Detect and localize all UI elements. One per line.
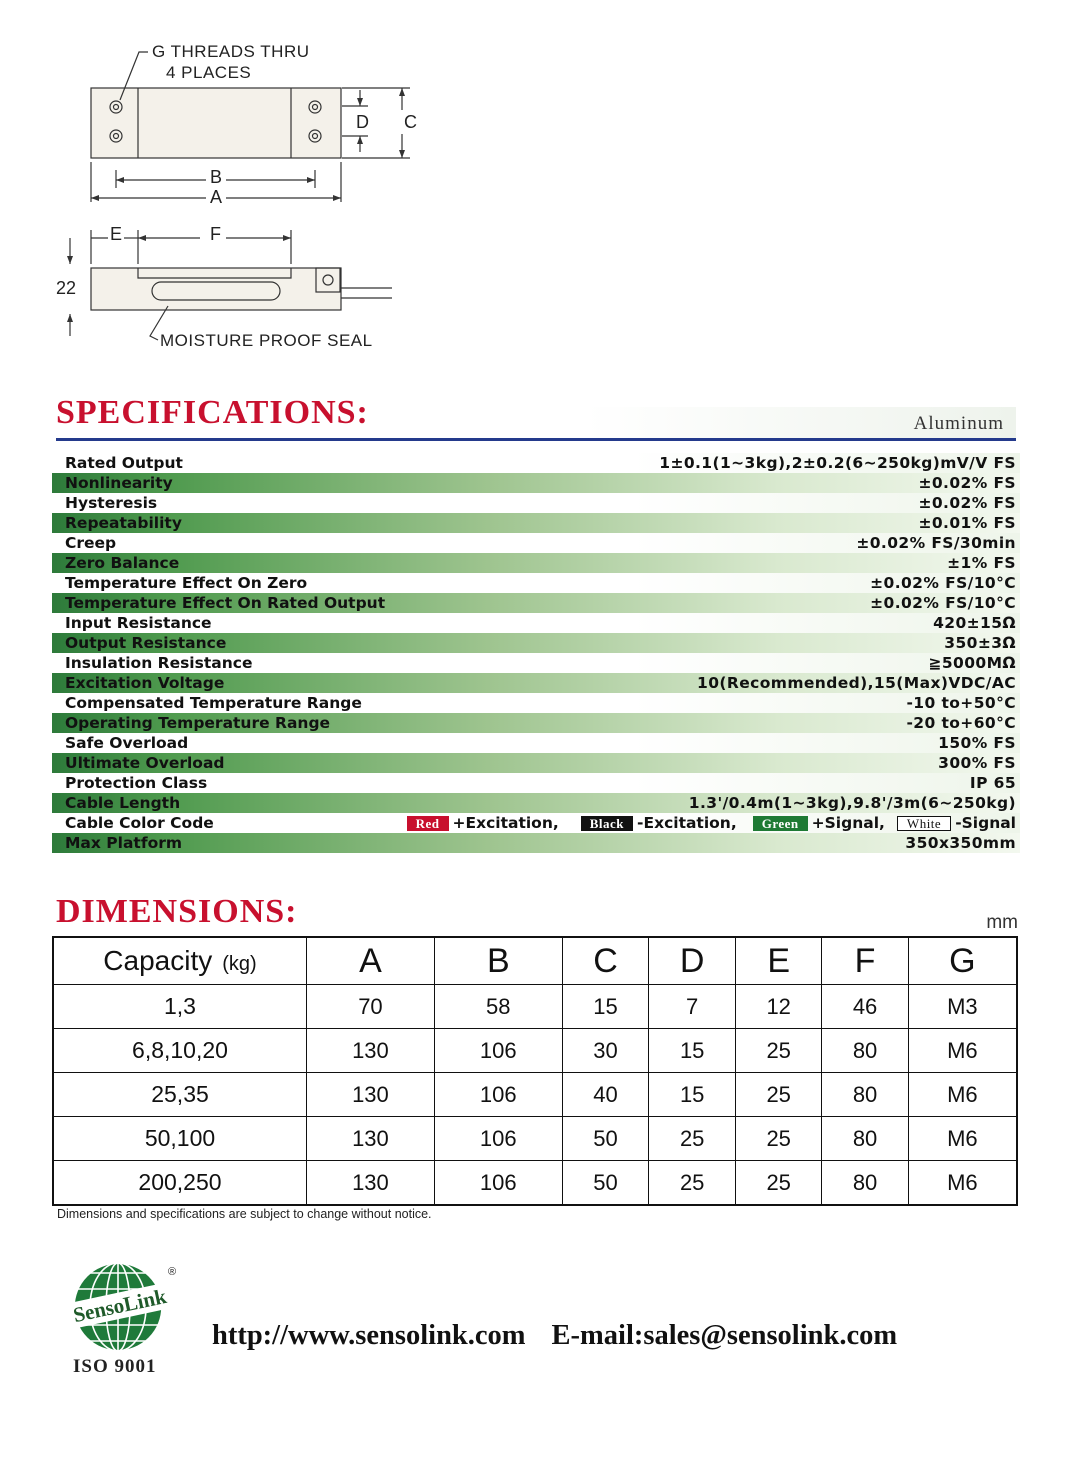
table-cell: 50,100 — [53, 1117, 307, 1161]
table-cell: 106 — [434, 1117, 562, 1161]
spec-value: 350±3Ω — [944, 634, 1016, 652]
column-header: G — [908, 937, 1017, 985]
load-cell-drawing — [40, 30, 460, 360]
column-header: F — [822, 937, 908, 985]
table-cell: 80 — [822, 1161, 908, 1206]
table-cell: 25 — [736, 1029, 822, 1073]
table-row — [53, 985, 1017, 1029]
spec-row — [52, 653, 1020, 673]
spec-label: Output Resistance — [65, 634, 227, 652]
table-cell: 106 — [434, 1029, 562, 1073]
spec-value: ±0.02% FS — [918, 474, 1016, 492]
spec-label: Hysteresis — [65, 494, 158, 512]
capacity-header-label: Capacity — [103, 945, 213, 976]
registered-mark: ® — [168, 1266, 177, 1278]
table-cell: 106 — [434, 1161, 562, 1206]
spec-label: Max Platform — [65, 834, 183, 852]
spec-label: Repeatability — [65, 514, 182, 532]
table-cell: M3 — [908, 985, 1017, 1029]
spec-label: Ultimate Overload — [65, 754, 225, 772]
cable-color-black — [581, 814, 737, 832]
spec-label: Cable Length — [65, 794, 181, 812]
color-chip-white: White — [897, 816, 951, 831]
capacity-header — [53, 937, 307, 985]
table-cell: 200,250 — [53, 1161, 307, 1206]
spec-label: Temperature Effect On Zero — [65, 574, 308, 592]
table-cell: 25,35 — [53, 1073, 307, 1117]
spec-value: 150% FS — [938, 734, 1016, 752]
table-row — [53, 1029, 1017, 1073]
table-cell: 25 — [736, 1161, 822, 1206]
color-chip-red: Red — [407, 816, 449, 831]
table-cell: 80 — [822, 1117, 908, 1161]
spec-row — [52, 473, 1020, 493]
spec-row — [52, 773, 1020, 793]
spec-value: ±0.02% FS/10°C — [870, 594, 1016, 612]
threads-note-line1: G THREADS THRU — [152, 42, 310, 61]
spec-label: Rated Output — [65, 454, 183, 472]
spec-label: Input Resistance — [65, 614, 212, 632]
footer-contact — [212, 1320, 897, 1352]
dim-letter-d: D — [356, 112, 369, 132]
spec-label: Insulation Resistance — [65, 654, 253, 672]
spec-value: 350x350mm — [905, 834, 1016, 852]
globe-icon — [58, 1255, 188, 1365]
cable-color-text: +Excitation, — [452, 814, 559, 832]
spec-row — [52, 493, 1020, 513]
table-cell: M6 — [908, 1161, 1017, 1206]
table-cell: 130 — [307, 1029, 435, 1073]
column-header: D — [649, 937, 736, 985]
spec-value: ≧5000MΩ — [928, 654, 1016, 672]
spec-label: Creep — [65, 534, 117, 552]
spec-label: Protection Class — [65, 774, 208, 792]
spec-label: Cable Color Code — [65, 814, 214, 832]
spec-value: -20 to+60°C — [906, 714, 1016, 732]
cable-color-red — [407, 814, 559, 832]
spec-row — [52, 513, 1020, 533]
spec-value: 10(Recommended),15(Max)VDC/AC — [697, 674, 1016, 692]
specifications-table — [52, 453, 1020, 853]
table-cell: 130 — [307, 1161, 435, 1206]
spec-value: IP 65 — [969, 774, 1016, 792]
spec-row — [52, 753, 1020, 773]
cable-color-codes — [397, 814, 1016, 832]
spec-label: Temperature Effect On Rated Output — [65, 594, 386, 612]
table-cell: 7 — [649, 985, 736, 1029]
spec-label: Zero Balance — [65, 554, 180, 572]
spec-row — [52, 533, 1020, 553]
table-cell: 50 — [562, 1117, 649, 1161]
spec-row — [52, 453, 1020, 473]
dimensions-title: DIMENSIONS: — [56, 893, 298, 930]
spec-value: 1±0.1(1~3kg),2±0.2(6~250kg)mV/V FS — [659, 454, 1016, 472]
table-cell: 106 — [434, 1073, 562, 1117]
table-cell: 6,8,10,20 — [53, 1029, 307, 1073]
website-link[interactable]: http://www.sensolink.com — [212, 1320, 526, 1351]
table-row — [53, 1117, 1017, 1161]
dim-letter-e: E — [110, 224, 123, 244]
cable-color-white — [897, 814, 1016, 832]
table-row — [53, 1161, 1017, 1206]
spec-row — [52, 673, 1020, 693]
dimensions-unit: mm — [986, 912, 1018, 933]
spec-value: ±0.01% FS — [918, 514, 1016, 532]
table-cell: 25 — [736, 1117, 822, 1161]
table-cell: 15 — [649, 1029, 736, 1073]
spec-value: ±0.02% FS/10°C — [870, 574, 1016, 592]
table-cell: 46 — [822, 985, 908, 1029]
table-cell: 1,3 — [53, 985, 307, 1029]
table-row — [53, 1073, 1017, 1117]
spec-row-cable-color — [52, 813, 1020, 833]
title-rule — [56, 438, 1016, 441]
spec-value: 420±15Ω — [933, 614, 1016, 632]
spec-row — [52, 633, 1020, 653]
column-header: B — [434, 937, 562, 985]
iso-label: ISO 9001 — [73, 1356, 157, 1377]
dim-letter-c: C — [404, 112, 417, 132]
table-cell: 58 — [434, 985, 562, 1029]
table-cell: M6 — [908, 1029, 1017, 1073]
spec-row — [52, 713, 1020, 733]
spec-value: ±0.02% FS — [918, 494, 1016, 512]
spec-row — [52, 573, 1020, 593]
dim-letter-a: A — [210, 187, 223, 207]
email-link[interactable]: E-mail:sales@sensolink.com — [551, 1320, 898, 1351]
table-cell: 25 — [736, 1073, 822, 1117]
color-chip-green: Green — [753, 816, 808, 831]
table-header-row — [53, 937, 1017, 985]
table-cell: M6 — [908, 1073, 1017, 1117]
logo-text: SensoLink — [71, 1284, 169, 1328]
cable-color-text: +Signal, — [811, 814, 885, 832]
spec-row — [52, 833, 1020, 853]
spec-label: Safe Overload — [65, 734, 189, 752]
spec-value: 1.3'/0.4m(1~3kg),9.8'/3m(6~250kg) — [688, 794, 1016, 812]
spec-value: ±0.02% FS/30min — [856, 534, 1016, 552]
table-cell: M6 — [908, 1117, 1017, 1161]
material-label: Aluminum — [913, 413, 1004, 434]
dim-letter-b: B — [210, 167, 223, 187]
cable-color-text: -Signal — [955, 814, 1016, 832]
cable-color-text: -Excitation, — [637, 814, 737, 832]
table-cell: 15 — [562, 985, 649, 1029]
height-value: 22 — [56, 278, 77, 298]
table-cell: 130 — [307, 1117, 435, 1161]
table-cell: 80 — [822, 1073, 908, 1117]
specifications-title: SPECIFICATIONS: — [56, 394, 369, 431]
spec-label: Compensated Temperature Range — [65, 694, 362, 712]
spec-label: Excitation Voltage — [65, 674, 225, 692]
spec-label: Nonlinearity — [65, 474, 173, 492]
capacity-header-unit: (kg) — [222, 953, 257, 975]
color-chip-black: Black — [581, 816, 633, 831]
spec-value: -10 to+50°C — [906, 694, 1016, 712]
spec-row — [52, 793, 1020, 813]
table-cell: 15 — [649, 1073, 736, 1117]
spec-value: ±1% FS — [947, 554, 1016, 572]
spec-value: 300% FS — [938, 754, 1016, 772]
dim-letter-f: F — [210, 224, 221, 244]
spec-label: Operating Temperature Range — [65, 714, 331, 732]
table-cell: 40 — [562, 1073, 649, 1117]
spec-row — [52, 613, 1020, 633]
spec-row — [52, 693, 1020, 713]
column-header: E — [736, 937, 822, 985]
cable-color-green — [753, 814, 885, 832]
seal-note: MOISTURE PROOF SEAL — [160, 331, 373, 350]
spec-row — [52, 593, 1020, 613]
spec-row — [52, 553, 1020, 573]
table-cell: 50 — [562, 1161, 649, 1206]
table-cell: 12 — [736, 985, 822, 1029]
table-cell: 30 — [562, 1029, 649, 1073]
disclaimer-note: Dimensions and specifications are subject to change without notice. — [57, 1207, 432, 1221]
table-cell: 70 — [307, 985, 435, 1029]
table-cell: 130 — [307, 1073, 435, 1117]
spec-row — [52, 733, 1020, 753]
dimensions-table — [52, 936, 1018, 1206]
table-cell: 25 — [649, 1161, 736, 1206]
table-cell: 80 — [822, 1029, 908, 1073]
column-header: A — [307, 937, 435, 985]
column-header: C — [562, 937, 649, 985]
threads-note-line2: 4 PLACES — [166, 63, 252, 82]
table-cell: 25 — [649, 1117, 736, 1161]
